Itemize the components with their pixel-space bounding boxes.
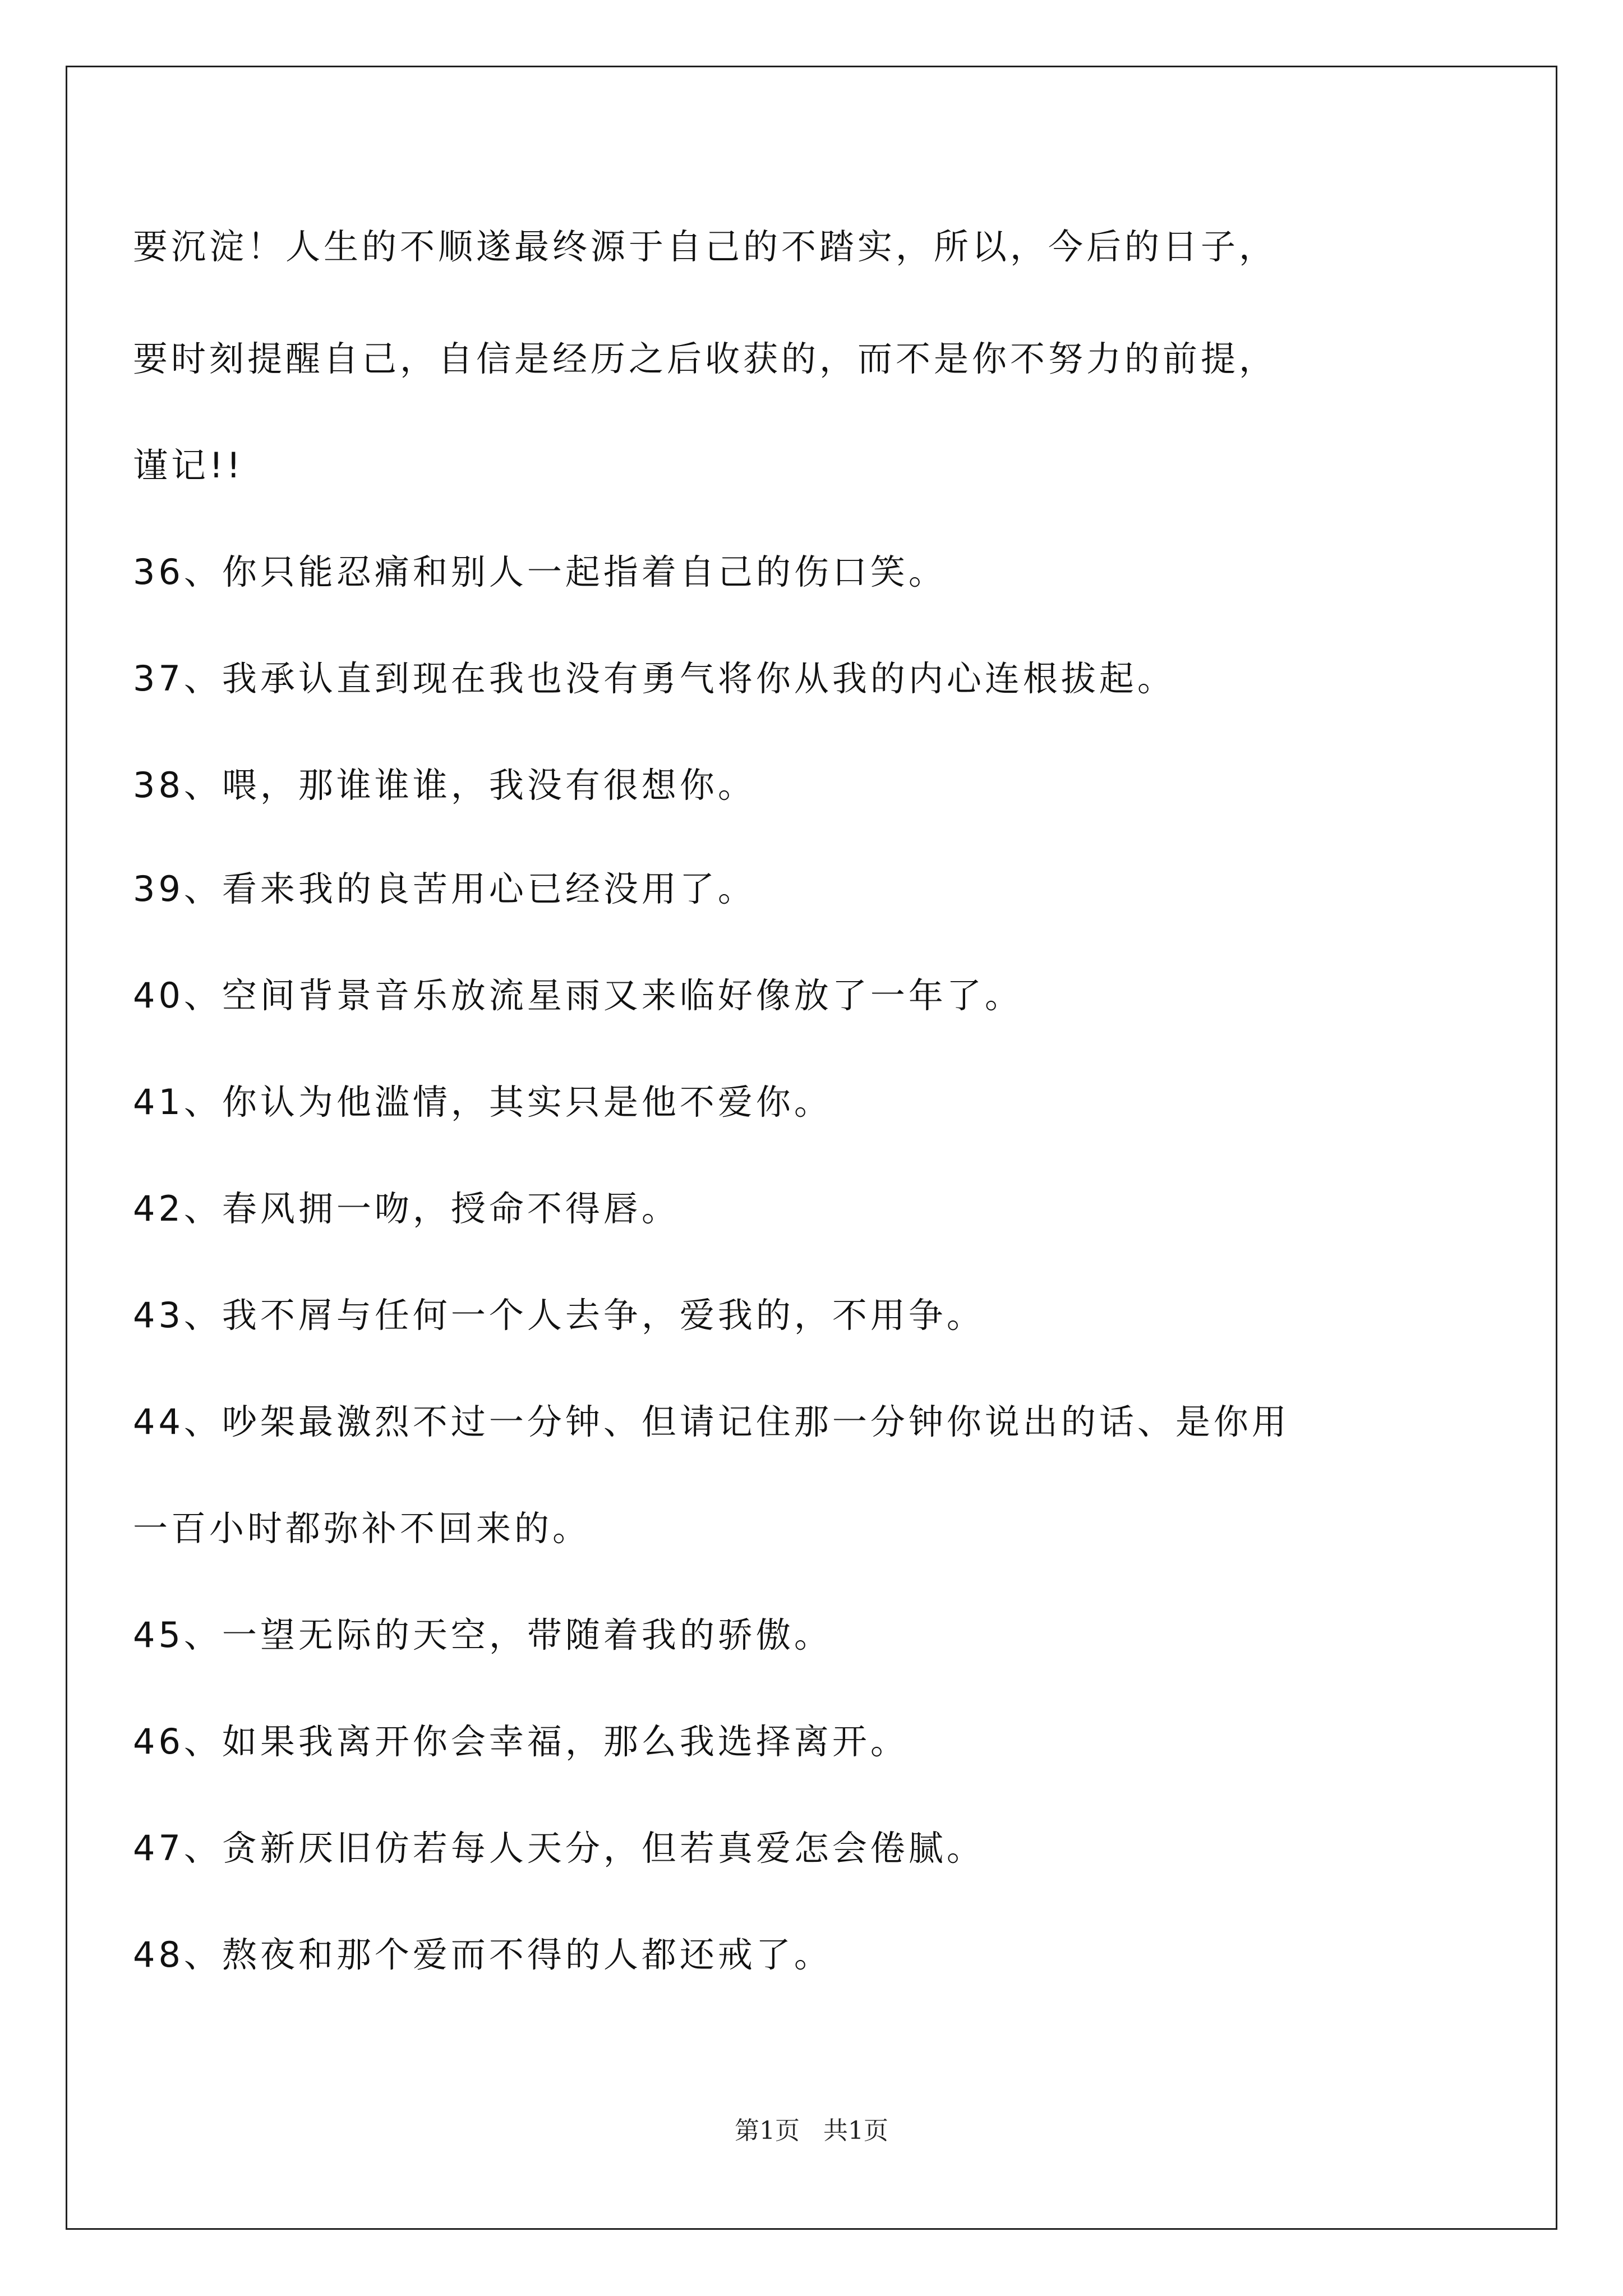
list-item: 36、你只能忍痛和别人一起指着自己的伤口笑。 [133,551,947,592]
text-line: 一百小时都弥补不回来的。 [133,1508,591,1549]
list-item: 43、我不屑与任何一个人去争，爱我的，不用争。 [133,1295,985,1336]
list-item: 45、一望无际的天空，带随着我的骄傲。 [133,1614,832,1655]
page-footer: 第1页 共1页 [735,2116,888,2145]
list-item: 44、吵架最激烈不过一分钟、但请记住那一分钟你说出的话、是你用 [133,1401,1290,1442]
list-item: 38、喂，那谁谁谁，我没有很想你。 [133,765,756,806]
text-line: 谨记!! [133,445,244,486]
list-item: 40、空间背景音乐放流星雨又来临好像放了一年了。 [133,975,1023,1016]
list-item: 47、贪新厌旧仿若每人天分，但若真爱怎会倦腻。 [133,1828,985,1869]
list-item: 41、你认为他滥情，其实只是他不爱你。 [133,1082,832,1122]
text-line: 要时刻提醒自己，自信是经历之后收获的，而不是你不努力的前提， [133,338,1278,379]
page-border [66,66,1557,2230]
list-item: 39、看来我的良苦用心已经没用了。 [133,868,756,909]
text-line: 要沉淀！人生的不顺遂最终源于自己的不踏实，所以，今后的日子， [133,226,1278,267]
list-item: 48、熬夜和那个爱而不得的人都还戒了。 [133,1934,832,1975]
list-item: 46、如果我离开你会幸福，那么我选择离开。 [133,1721,909,1762]
list-item: 42、春风拥一吻，授命不得唇。 [133,1188,680,1229]
list-item: 37、我承认直到现在我也没有勇气将你从我的内心连根拔起。 [133,658,1175,699]
